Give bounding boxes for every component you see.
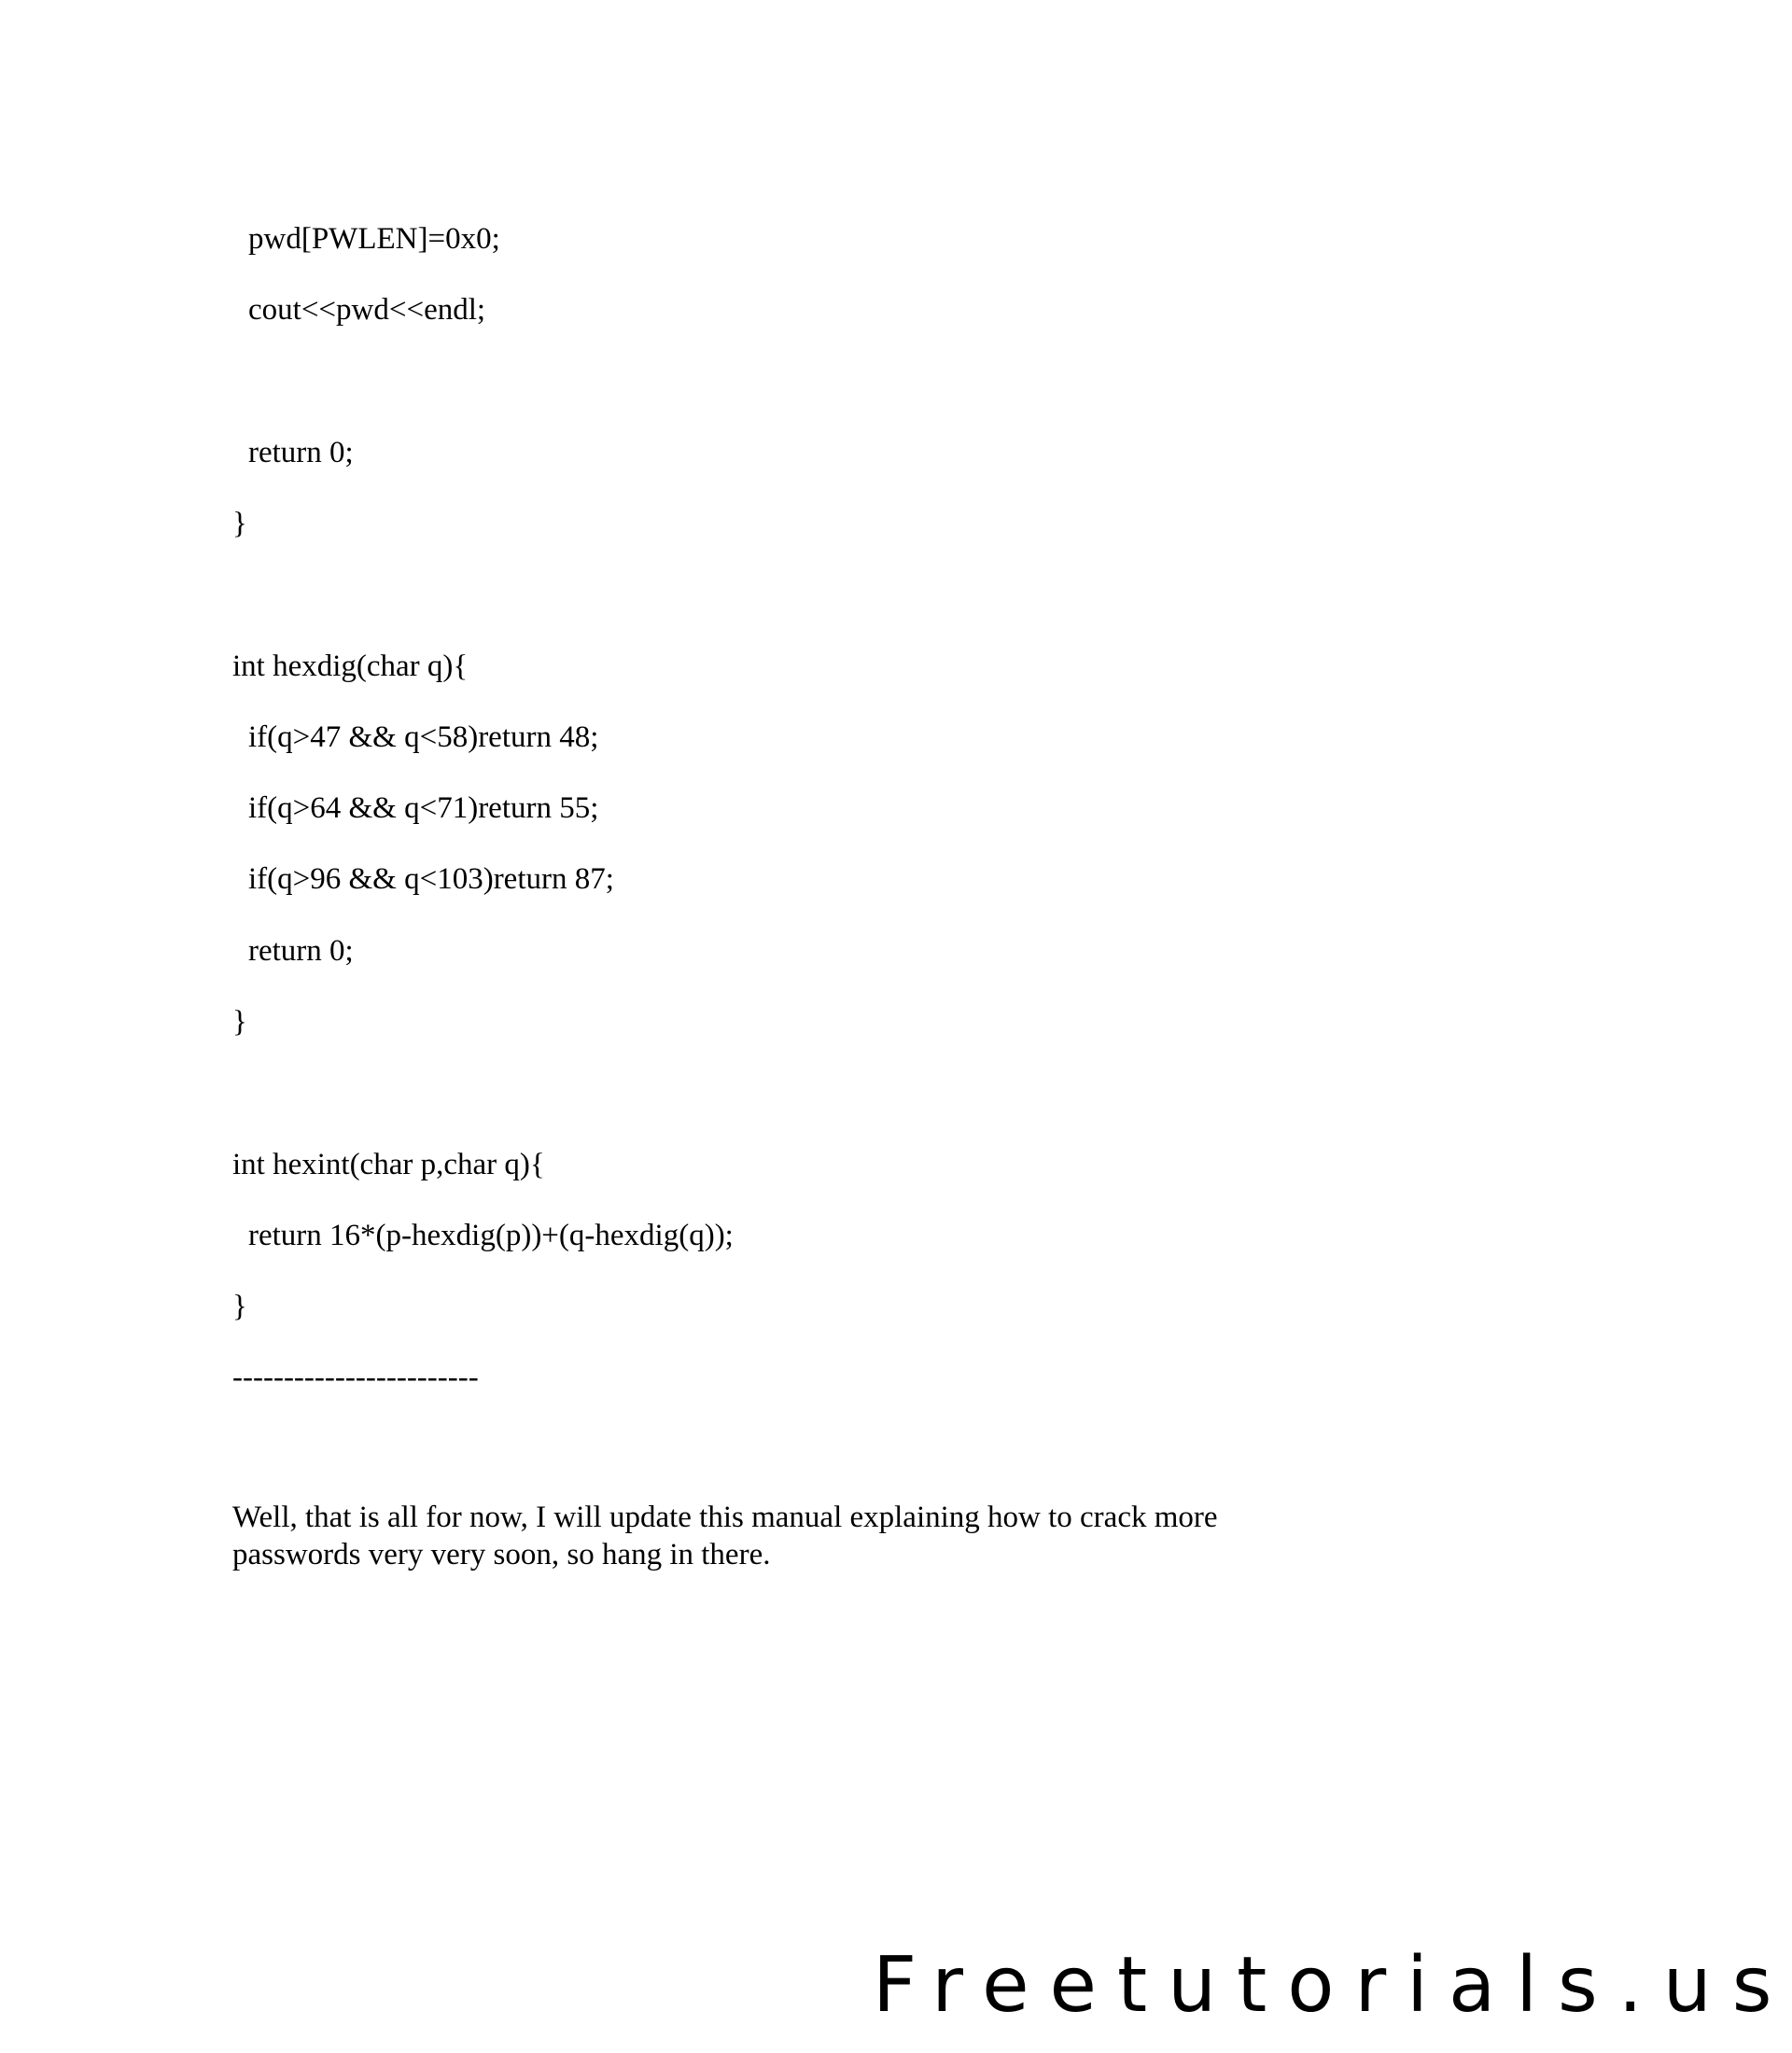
code-line: if(q>64 && q<71)return 55; xyxy=(248,791,599,825)
closing-line-1: Well, that is all for now, I will update this manual explaining how to crack more xyxy=(232,1501,1218,1534)
code-line: if(q>96 && q<103)return 87; xyxy=(248,862,614,896)
watermark-logo: Freetutorials.us xyxy=(873,1941,1792,2030)
code-line: int hexint(char p,char q){ xyxy=(232,1148,545,1181)
closing-line-2: passwords very very soon, so hang in there. xyxy=(232,1538,771,1571)
code-line: return 0; xyxy=(248,934,354,968)
code-line: int hexdig(char q){ xyxy=(232,649,469,683)
closing-paragraph xyxy=(232,1499,1296,1573)
code-line: return 16*(p-hexdig(p))+(q-hexdig(q)); xyxy=(248,1219,734,1252)
code-line: cout<<pwd<<endl; xyxy=(248,293,486,327)
separator-line: ------------------------ xyxy=(232,1361,479,1394)
code-line: } xyxy=(232,507,247,540)
code-line: } xyxy=(232,1005,247,1039)
code-line: pwd[PWLEN]=0x0; xyxy=(248,222,500,256)
code-line: } xyxy=(232,1290,247,1323)
code-line: if(q>47 && q<58)return 48; xyxy=(248,720,599,754)
code-line: return 0; xyxy=(248,436,354,469)
